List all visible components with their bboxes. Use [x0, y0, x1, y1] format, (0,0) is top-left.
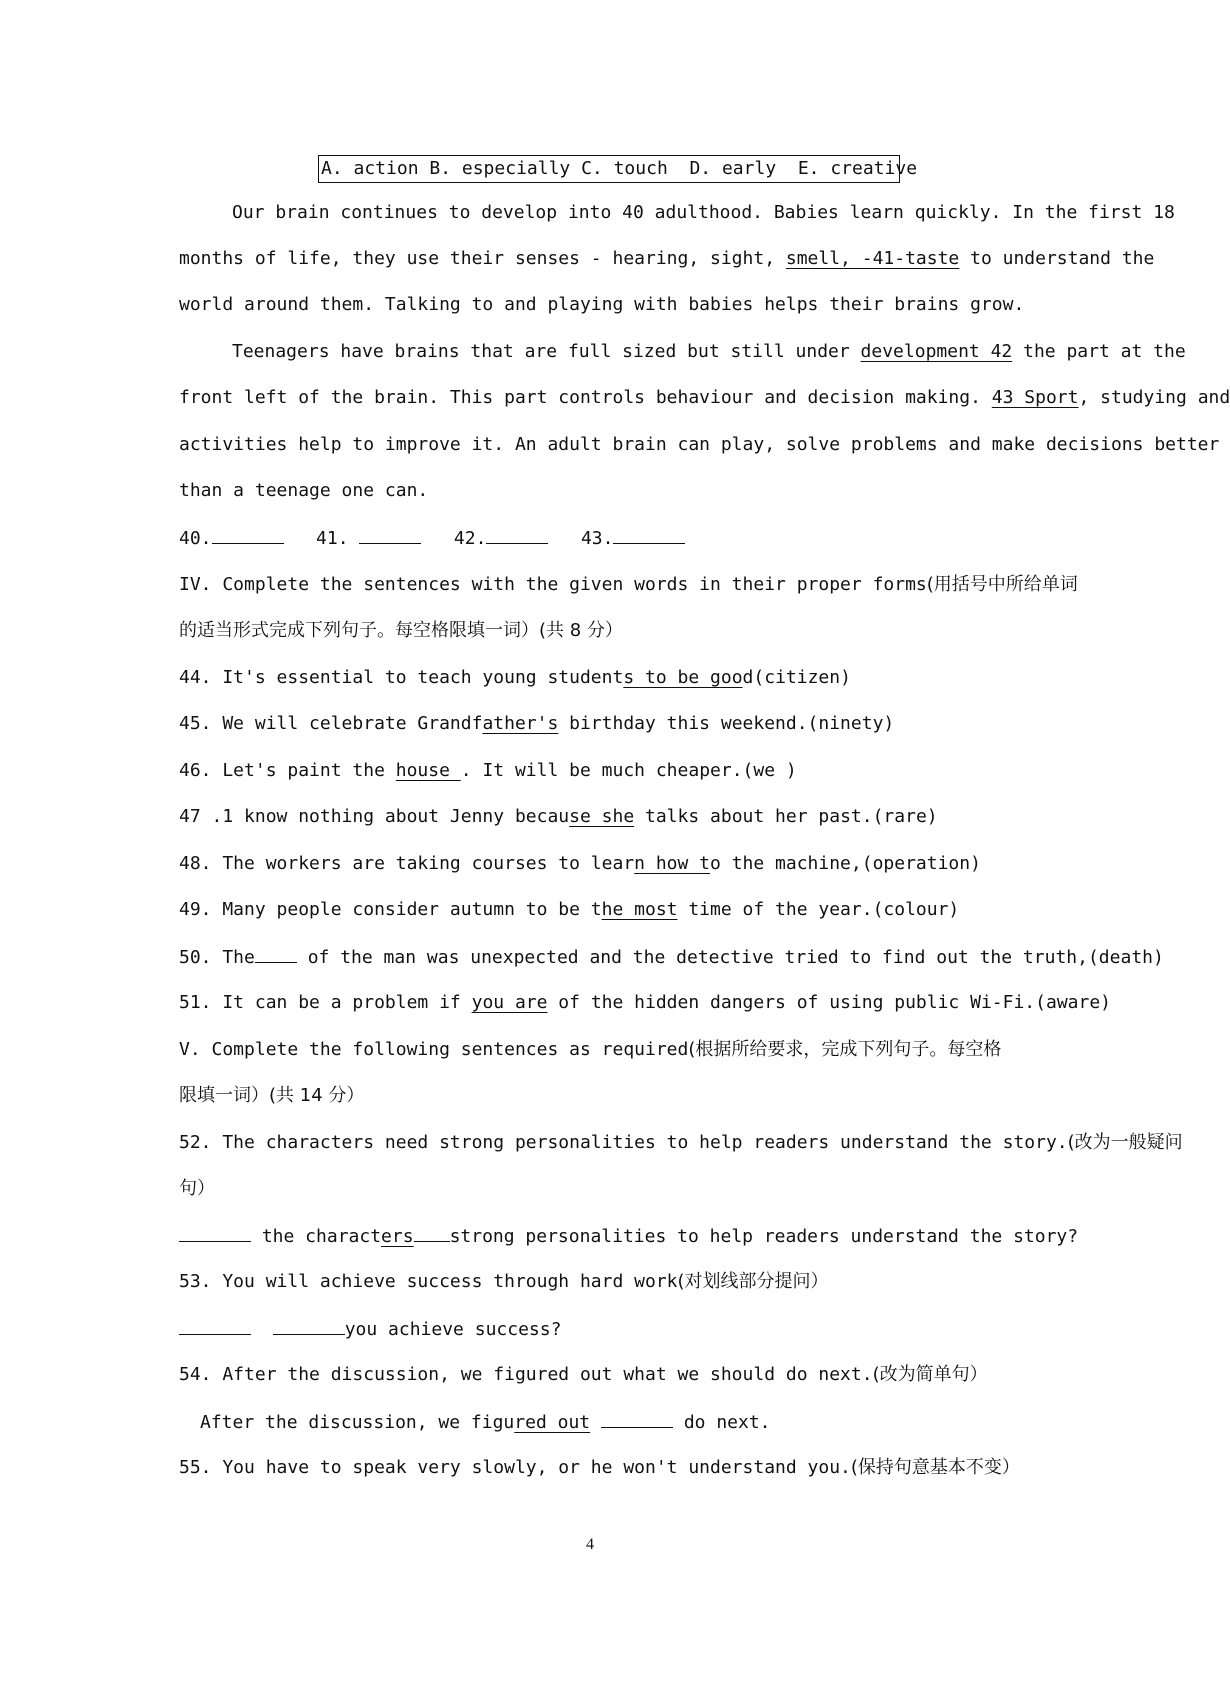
instruction-hint: 句）: [179, 1178, 215, 1199]
word-hint: (operation): [861, 853, 981, 874]
passage-line: Teenagers have brains that are full sized but still under development 42 the part at the: [232, 341, 1186, 362]
question-50: 50. The of the man was unexpected and the detective tried to find out the truth,(death): [179, 944, 1164, 971]
question-47: 47 .1 know nothing about Jenny because she talks about her past.(rare): [179, 806, 938, 827]
word-bank: A. action B. especially C. touch D. early E. creative: [321, 158, 918, 179]
answer-label: 40.: [179, 528, 212, 549]
instruction-hint: (对划线部分提问）: [677, 1271, 829, 1292]
answer-blank[interactable]: [273, 1316, 345, 1335]
question-53: 53. You will achieve success through hard work(对划线部分提问）: [179, 1271, 829, 1292]
answer-blank[interactable]: [414, 1223, 450, 1242]
section-5-heading: 限填一词）(共 14 分）: [179, 1085, 365, 1106]
word-hint: (we ): [742, 760, 797, 781]
passage-line: Our brain continues to develop into 40 adulthood. Babies learn quickly. In the first 18: [232, 202, 1175, 223]
question-46: 46. Let's paint the house . It will be much cheaper.(we ): [179, 760, 797, 781]
question-52: 52. The characters need strong personalities to help readers understand the story.(改为一般疑问: [179, 1132, 1183, 1153]
question-51: 51. It can be a problem if you are of the hidden dangers of using public Wi-Fi.(aware): [179, 992, 1111, 1013]
word-hint: (rare): [872, 806, 938, 827]
question-52-answer: the characters strong personalities to help readers understand the story?: [179, 1223, 1078, 1250]
question-44: 44. It's essential to teach young students to be good(citizen): [179, 667, 851, 688]
word-hint: (citizen): [753, 667, 851, 688]
passage-line: than a teenage one can.: [179, 480, 429, 501]
passage-line: front left of the brain. This part controls behaviour and decision making. 43 Sport, studying and: [179, 387, 1230, 408]
question-55: 55. You have to speak very slowly, or he won't understand you.(保持句意基本不变）: [179, 1457, 1020, 1478]
word-hint: (ninety): [807, 713, 895, 734]
question-45: 45. We will celebrate Grandfather's birthday this weekend.(ninety): [179, 713, 895, 734]
answer-blank[interactable]: [255, 944, 297, 963]
passage-line: activities help to improve it. An adult brain can play, solve problems and make decisions better: [179, 434, 1220, 455]
answer-label: 41.: [316, 528, 349, 549]
section-5-heading: V. Complete the following sentences as required(根据所给要求，完成下列句子。每空格: [179, 1039, 1002, 1060]
answer-blank[interactable]: [486, 525, 548, 544]
answer-label: 42.: [453, 528, 487, 549]
answer-label: 43.: [580, 528, 614, 549]
word-hint: (colour): [872, 899, 960, 920]
instruction-hint: (保持句意基本不变）: [850, 1457, 1020, 1478]
passage-line: world around them. Talking to and playing with babies helps their brains grow.: [179, 294, 1025, 315]
passage-line: months of life, they use their senses - hearing, sight, smell, -41-taste to understand the: [179, 248, 1155, 269]
question-54: 54. After the discussion, we figured out what we should do next.(改为简单句）: [179, 1364, 988, 1385]
question-53-answer: you achieve success?: [179, 1316, 561, 1343]
answer-blank[interactable]: [179, 1223, 251, 1242]
section-4-heading: 的适当形式完成下列句子。每空格限填一词）(共 8 分）: [179, 620, 623, 641]
word-hint: (aware): [1035, 992, 1111, 1013]
question-48: 48. The workers are taking courses to learn how to the machine,(operation): [179, 853, 981, 874]
answer-blank[interactable]: [179, 1316, 251, 1335]
answer-blank[interactable]: [613, 525, 685, 544]
page-number: 4: [586, 1536, 594, 1553]
question-49: 49. Many people consider autumn to be the most time of the year.(colour): [179, 899, 960, 920]
answer-blank[interactable]: [212, 525, 284, 544]
instruction-hint: (改为简单句）: [872, 1364, 988, 1385]
section-4-heading: IV. Complete the sentences with the given words in their proper forms(用括号中所给单词: [179, 574, 1078, 595]
answer-blanks-row: [179, 525, 685, 552]
question-54-answer: After the discussion, we figured out do next.: [200, 1409, 771, 1436]
instruction-hint: (改为一般疑问: [1067, 1132, 1183, 1153]
answer-blank[interactable]: [359, 525, 421, 544]
word-hint: (death): [1087, 947, 1164, 968]
answer-blank[interactable]: [601, 1409, 673, 1428]
